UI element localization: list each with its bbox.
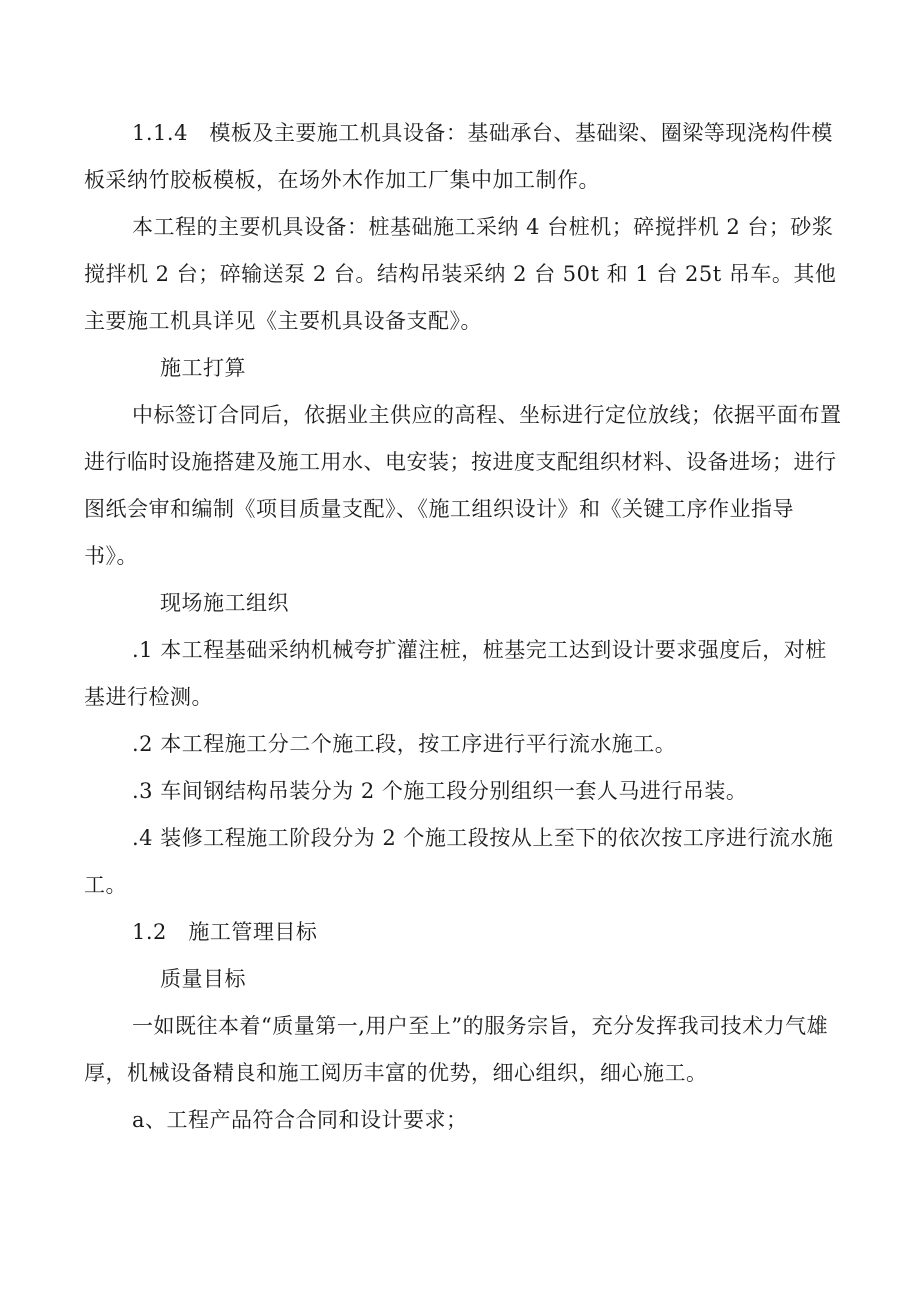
heading-quality-goals: 质量目标 [160,967,246,991]
list-item-2: .2 本工程施工分二个施工段，按工序进行平行流水施工。 [132,732,677,756]
heading-site-organization: 现场施工组织 [160,591,289,615]
list-item-3: .3 车间钢结构吊装分为 2 个施工段分别组织一套人马进行吊装。 [132,779,748,803]
paragraph-quality-goals: 一如既往本着“质量第一,用户至上”的服务宗旨，充分发挥我司技术力气雄厚，机械设备精良和施工阅历丰富的优势，细心组织，细心施工。 [84,1014,829,1085]
paragraph-main-equipment: 本工程的主要机具设备：桩基础施工采纳 4 台桩机；碎搅拌机 2 台；砂浆搅拌机 2 台；碎输送泵 2 台。结构吊装采纳 2 台 50t 和 1 台 25t 吊车。其他主要施工机具详见《主要机具设备支配》。 [84,215,837,333]
list-item-4: .4 装修工程施工阶段分为 2 个施工段按从上至下的依次按工序进行流水施工。 [84,826,834,897]
paragraph-1-1-4-formwork: 1.1.4 模板及主要施工机具设备：基础承台、基础梁、圈梁等现浇构件模板采纳竹胶板模板，在场外木作加工厂集中加工制作。 [84,121,833,192]
paragraph-construction-plan: 中标签订合同后，依据业主供应的高程、坐标进行定位放线；依据平面布置进行临时设施搭建及施工用水、电安装；按进度支配组织材料、设备进场；进行图纸会审和编制《项目质量支配》、《施工组织设计》和《关键工序作业指导书》。 [84,403,842,568]
document-body [84,110,844,1144]
heading-construction-plan: 施工打算 [160,356,246,380]
list-item-1: .1 本工程基础采纳机械夸扩灌注桩，桩基完工达到设计要求强度后，对桩基进行检测。 [84,638,827,709]
heading-1-2-management-goals: 1.2 施工管理目标 [132,920,318,944]
list-item-a: a、工程产品符合合同和设计要求； [132,1108,468,1132]
